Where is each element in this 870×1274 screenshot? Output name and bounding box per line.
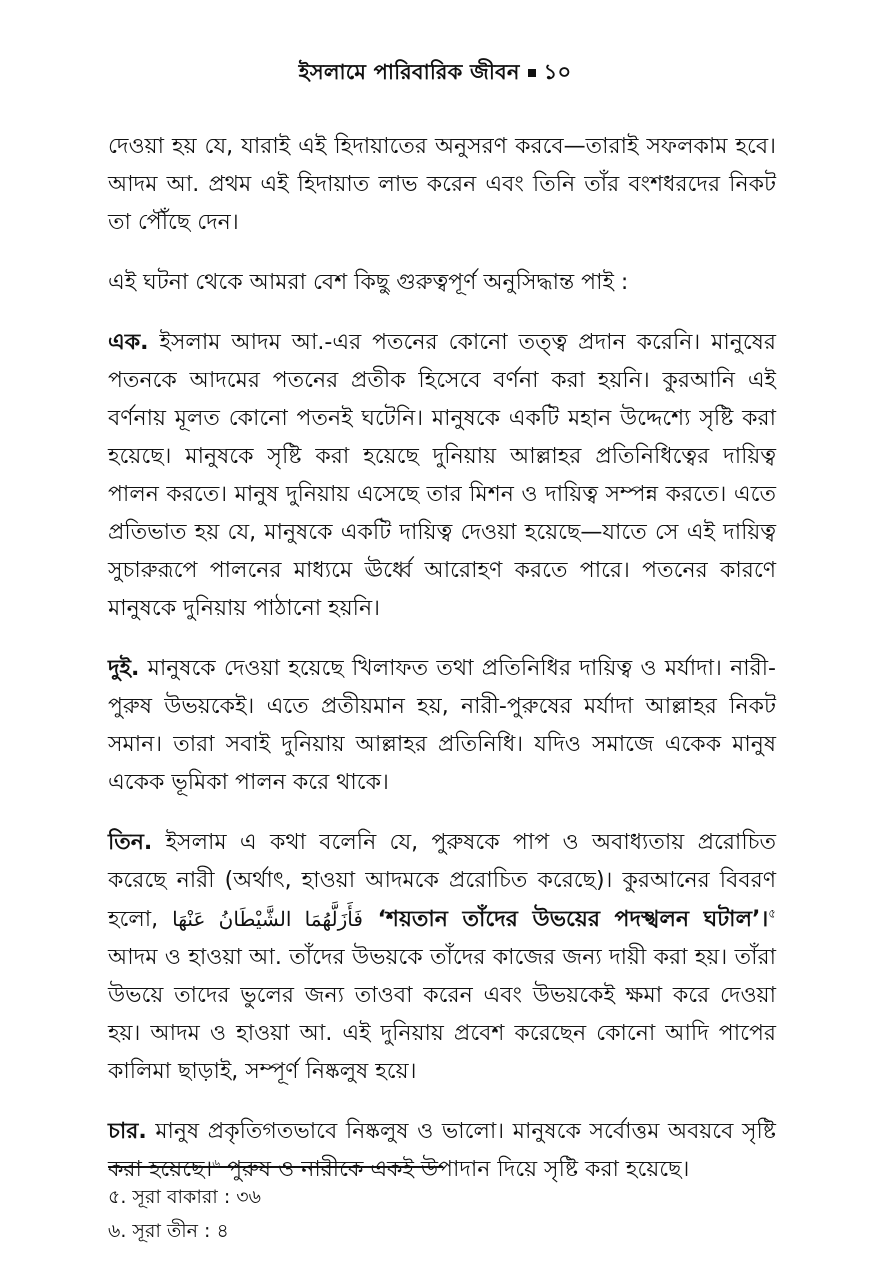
point-two-label: দুই. xyxy=(108,656,140,681)
point-three-label: তিন. xyxy=(108,830,153,855)
footnote-ref-6[interactable]: ৬ xyxy=(212,1156,221,1171)
point-four-text-b: পুরুষ ও নারীকে একই উপাদান দিয়ে সৃষ্টি করা হয়েছে। xyxy=(220,1157,690,1182)
point-four-label: চার. xyxy=(108,1119,147,1144)
paragraph-point-three xyxy=(108,824,776,1091)
paragraph-point-one xyxy=(108,324,776,628)
page-number: ১০ xyxy=(543,60,572,84)
paragraph-1-text: দেওয়া হয় যে, যারাই এই হিদায়াতের অনুসরণ করবে—তারাই সফলকাম হবে। আদম আ. প্রথম এই হিদায়াত লাভ করেন এবং তিনি তাঁর বংশধরদের নিকট তা পৌঁছে দেন। xyxy=(108,134,776,235)
footnote-6: ৬. সূরা তীন : ৪ xyxy=(108,1220,229,1242)
running-header xyxy=(0,56,870,91)
footnote-5: ৫. সূরা বাকারা : ৩৬ xyxy=(108,1186,261,1208)
point-three-text-a: ইসলাম এ কথা বলেনি যে, পুরুষকে পাপ ও অবাধ্যতায় প্ররোচিত করেছে নারী (অর্থাৎ, হাওয়া আদমকে প্ররোচিত করেছে)। কুরআনের বিবরণ হলো, xyxy=(108,830,776,932)
paragraph-point-four xyxy=(108,1113,776,1189)
point-one-label: এক. xyxy=(108,330,149,355)
point-three-translation: ‘শয়তান তাঁদের উভয়ের পদস্খলন ঘটাল’। xyxy=(362,907,769,932)
footnotes xyxy=(108,1180,776,1248)
paragraph-2-text: এই ঘটনা থেকে আমরা বেশ কিছু গুরুত্বপূর্ণ অনুসিদ্ধান্ত পাই : xyxy=(108,270,629,295)
paragraph-2 xyxy=(108,264,776,302)
footnote-ref-5[interactable]: ৫ xyxy=(768,906,776,921)
header-separator xyxy=(528,69,536,77)
point-one-text: ইসলাম আদম আ.-এর পতনের কোনো তত্ত্ব প্রদান করেনি। মানুষের পতনকে আদমের পতনের প্রতীক হিসেবে বর্ণনা করা হয়নি। কুরআনি এই বর্ণনায় মূলত কোনো পতনই ঘটেনি। মানুষকে একটি মহান উদ্দেশ্যে সৃষ্টি করা হয়েছে। মানুষকে সৃষ্টি করা হয়েছে দুনিয়ায় আল্লাহর প্রতিনিধিত্বের দায়িত্ব পালন করতে। মানুষ দুনিয়ায় এসেছে তার মিশন ও দায়িত্ব সম্পন্ন করতে। এতে প্রতিভাত হয় যে, মানুষকে একটি দায়িত্ব দেওয়া হয়েছে—যাতে সে এই দায়িত্ব সুচারুরূপে পালনের মাধ্যমে ঊর্ধ্বে আরোহণ করতে পারে। পতনের কারণে মানুষকে দুনিয়ায় পাঠানো হয়নি। xyxy=(108,330,776,621)
point-three-text-c: আদম ও হাওয়া আ. তাঁদের উভয়কে তাঁদের কাজের জন্য দায়ী করা হয়। তাঁরা উভয়ে তাদের ভুলের জন্য তাওবা করেন এবং উভয়কেই ক্ষমা করে দেওয়া হয়। আদম ও হাওয়া আ. এই দুনিয়ায় প্রবেশ করেছেন কোনো আদি পাপের কালিমা ছাড়াই, সম্পূর্ণ নিষ্কলুষ হয়ে। xyxy=(108,945,776,1084)
quran-arabic-quote: فَأَزَلَّهُمَا الشَّيْطَانُ عَنْهَا xyxy=(172,907,363,931)
point-four-text-a: মানুষ প্রকৃতিগতভাবে নিষ্কলুষ ও ভালো। মানুষকে সর্বোত্তম অবয়বে সৃষ্টি করা হয়েছে। xyxy=(108,1119,776,1182)
body-text xyxy=(108,128,776,1211)
paragraph-1 xyxy=(108,128,776,242)
footnote-divider xyxy=(108,1166,443,1168)
point-two-text: মানুষকে দেওয়া হয়েছে খিলাফত তথা প্রতিনিধির দায়িত্ব ও মর্যাদা। নারী-পুরুষ উভয়কেই। এতে প্রতীয়মান হয়, নারী-পুরুষের মর্যাদা আল্লাহর নিকট সমান। তারা সবাই দুনিয়ায় আল্লাহর প্রতিনিধি। যদিও সমাজে একেক মানুষ একেক ভূমিকা পালন করে থাকে। xyxy=(108,656,776,795)
paragraph-point-two xyxy=(108,650,776,802)
book-title: ইসলামে পারিবারিক জীবন xyxy=(298,60,520,84)
